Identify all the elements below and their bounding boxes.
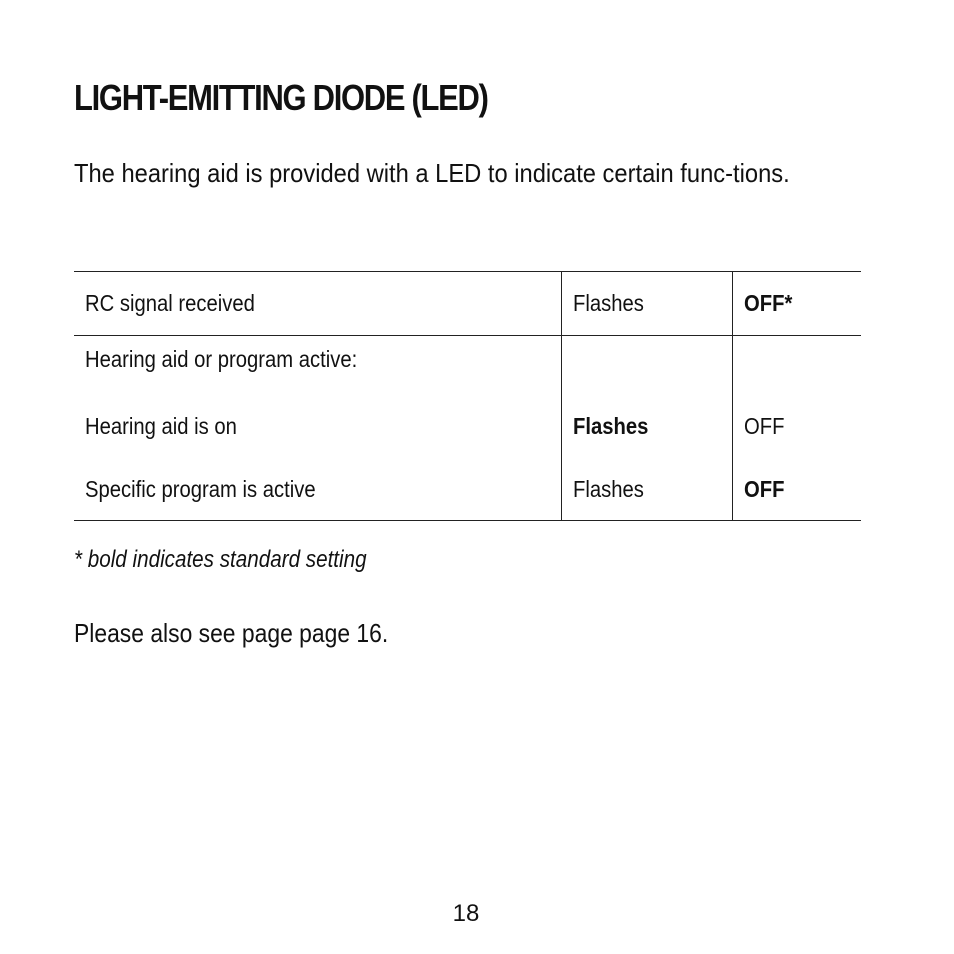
page-number: 18 bbox=[452, 900, 480, 927]
intro-paragraph: The hearing aid is provided with a LED to indicate certain func-tions. bbox=[74, 158, 790, 188]
page-title: LIGHT-EMITTING DIODE (LED) bbox=[74, 77, 488, 118]
table-cell-label: Hearing aid is on bbox=[85, 413, 237, 439]
table-cell-off: OFF* bbox=[733, 272, 862, 336]
table-row bbox=[74, 395, 861, 458]
see-also-text: Please also see page page 16. bbox=[74, 618, 389, 648]
table-cell-label: Hearing aid or program active: bbox=[85, 346, 358, 372]
table-cell-flashes: Flashes bbox=[562, 395, 733, 458]
led-table bbox=[74, 271, 861, 521]
table-row bbox=[74, 336, 861, 396]
table-cell-off: OFF bbox=[733, 458, 862, 521]
table-cell-empty bbox=[562, 336, 733, 396]
footnote: * bold indicates standard setting bbox=[74, 546, 367, 573]
table-cell-label: RC signal received bbox=[74, 272, 562, 336]
table-cell-flashes: Flashes bbox=[562, 458, 733, 521]
table-cell-label: Specific program is active bbox=[74, 458, 562, 521]
table-row bbox=[74, 272, 861, 336]
table-cell-flashes: Flashes bbox=[562, 272, 733, 336]
table-cell-off: OFF bbox=[733, 395, 862, 458]
table-cell-empty bbox=[733, 336, 862, 396]
table-row bbox=[74, 458, 861, 521]
